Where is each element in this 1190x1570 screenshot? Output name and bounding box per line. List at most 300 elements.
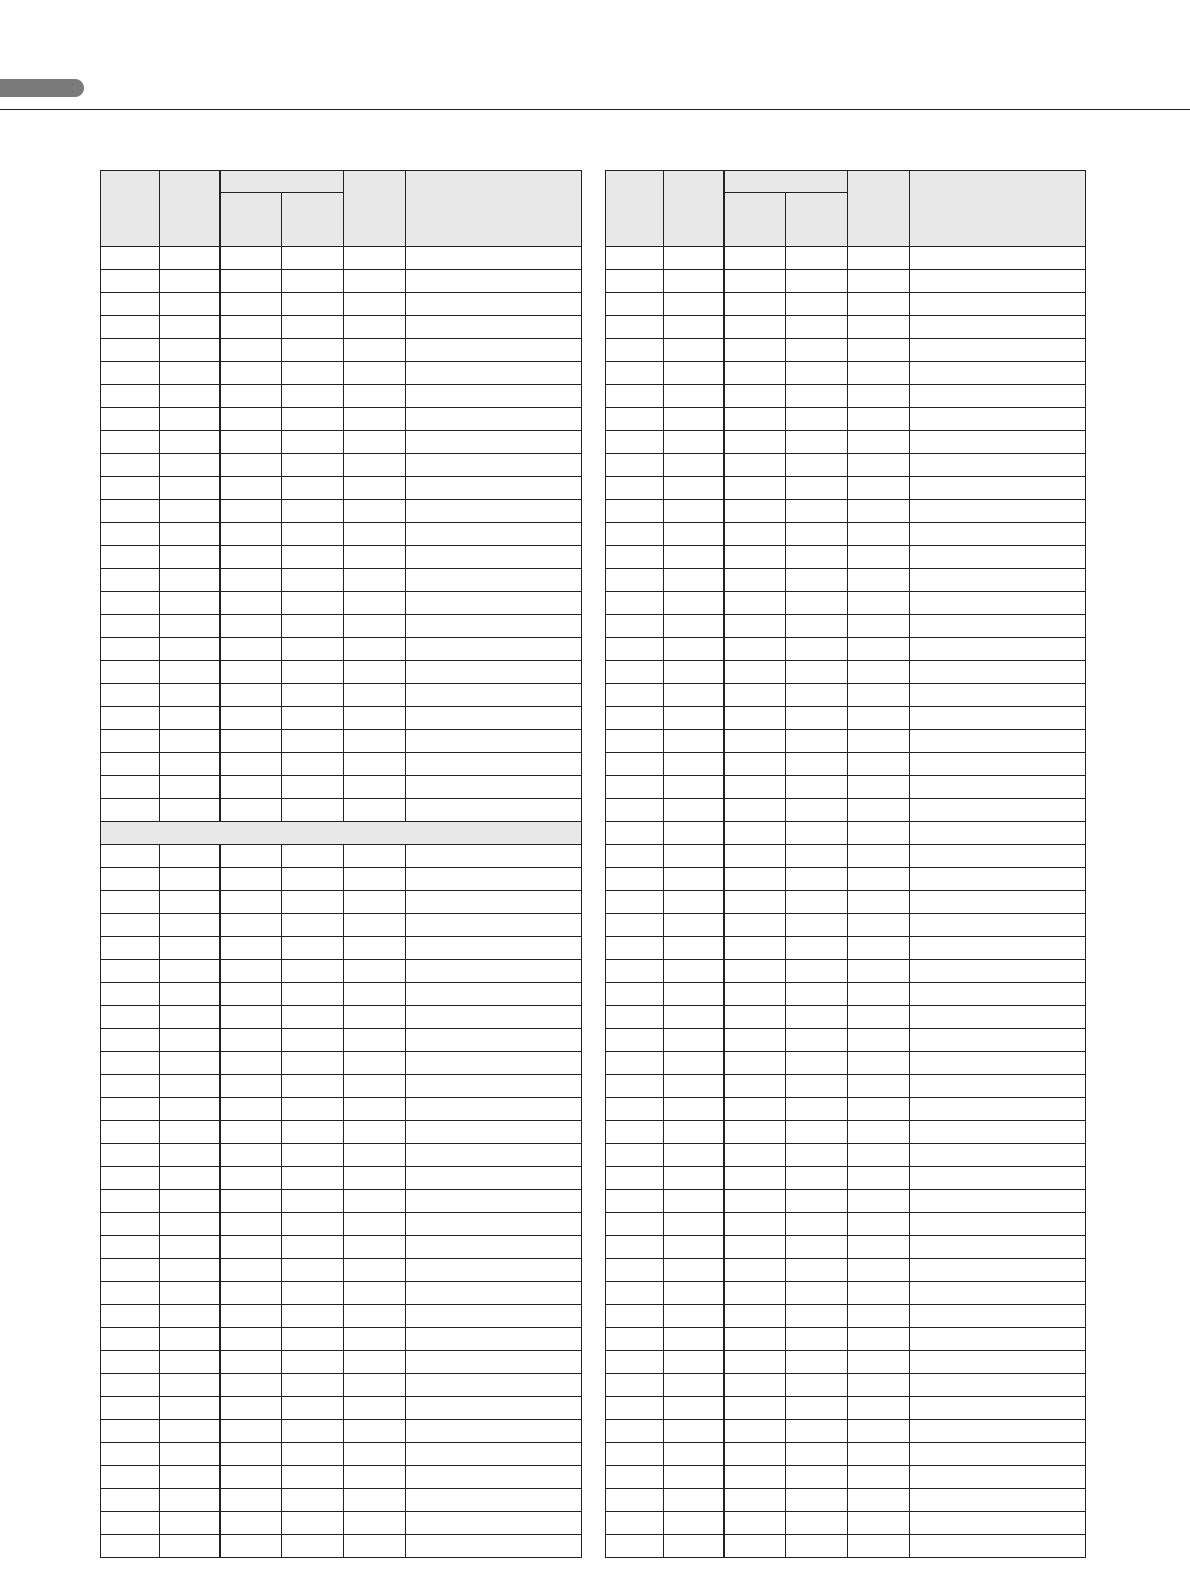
table-cell <box>724 1420 786 1443</box>
table-cell <box>220 247 282 270</box>
table-cell <box>724 1029 786 1052</box>
table-cell <box>606 1443 664 1466</box>
table-cell <box>724 937 786 960</box>
table-cell <box>220 1282 282 1305</box>
table-cell <box>664 1466 724 1489</box>
table-cell <box>786 937 848 960</box>
table-cell <box>606 937 664 960</box>
table-cell <box>160 362 220 385</box>
table-cell <box>848 1282 910 1305</box>
table-row <box>606 362 1086 385</box>
table-cell <box>344 431 406 454</box>
table-row <box>101 523 582 546</box>
table-cell <box>160 316 220 339</box>
table-cell <box>406 1535 582 1558</box>
table-row <box>101 1029 582 1052</box>
table-cell <box>664 891 724 914</box>
table-cell <box>606 270 664 293</box>
table-cell <box>786 293 848 316</box>
table-row <box>606 845 1086 868</box>
table-cell <box>282 546 344 569</box>
table-cell <box>406 753 582 776</box>
table-cell <box>606 891 664 914</box>
table-cell <box>220 477 282 500</box>
table-cell <box>848 316 910 339</box>
table-cell <box>282 661 344 684</box>
table-cell <box>910 408 1086 431</box>
table-cell <box>101 868 160 891</box>
table-cell <box>160 546 220 569</box>
table-cell <box>724 1167 786 1190</box>
table-cell <box>344 1351 406 1374</box>
table-cell <box>724 1397 786 1420</box>
table-cell <box>664 270 724 293</box>
table-cell <box>786 385 848 408</box>
table-cell <box>220 1535 282 1558</box>
table-row <box>101 684 582 707</box>
table-cell <box>160 799 220 822</box>
table-cell <box>101 1305 160 1328</box>
table-cell <box>406 592 582 615</box>
table-cell <box>160 1420 220 1443</box>
table-cell <box>406 1075 582 1098</box>
table-row <box>606 1512 1086 1535</box>
table-cell <box>282 1305 344 1328</box>
table-row <box>606 339 1086 362</box>
table-cell <box>406 454 582 477</box>
table-cell <box>160 1098 220 1121</box>
table-cell <box>910 362 1086 385</box>
table-cell <box>724 868 786 891</box>
table-cell <box>606 1236 664 1259</box>
table-cell <box>664 247 724 270</box>
table-cell <box>220 1466 282 1489</box>
table-cell <box>220 1397 282 1420</box>
table-row <box>606 1489 1086 1512</box>
table-cell <box>406 247 582 270</box>
table-cell <box>606 1351 664 1374</box>
table-cell <box>848 362 910 385</box>
table-cell <box>406 776 582 799</box>
header-cell <box>664 171 724 247</box>
table-cell <box>606 293 664 316</box>
table-cell <box>848 270 910 293</box>
table-row <box>101 1512 582 1535</box>
table-cell <box>282 1121 344 1144</box>
table-row <box>101 1397 582 1420</box>
table-row <box>101 408 582 431</box>
table-cell <box>848 1098 910 1121</box>
table-cell <box>664 799 724 822</box>
table-cell <box>724 270 786 293</box>
table-cell <box>220 730 282 753</box>
table-cell <box>664 914 724 937</box>
table-cell <box>786 1075 848 1098</box>
table-cell <box>848 431 910 454</box>
table-cell <box>724 477 786 500</box>
table-cell <box>282 638 344 661</box>
table-row <box>101 1535 582 1558</box>
table-row <box>101 1420 582 1443</box>
table-cell <box>786 1259 848 1282</box>
table-cell <box>786 1282 848 1305</box>
table-cell <box>724 753 786 776</box>
table-row <box>101 891 582 914</box>
table-cell <box>606 983 664 1006</box>
table-row <box>101 500 582 523</box>
table-cell <box>786 1213 848 1236</box>
table-cell <box>282 316 344 339</box>
table-cell <box>220 1052 282 1075</box>
table-row <box>101 592 582 615</box>
table-cell <box>344 1420 406 1443</box>
table-cell <box>848 661 910 684</box>
table-cell <box>220 1167 282 1190</box>
table-row <box>606 937 1086 960</box>
table-cell <box>101 1374 160 1397</box>
table-cell <box>406 362 582 385</box>
table-cell <box>344 293 406 316</box>
table-cell <box>160 1052 220 1075</box>
table-cell <box>606 454 664 477</box>
table-cell <box>848 684 910 707</box>
table-cell <box>282 1466 344 1489</box>
table-cell <box>160 1328 220 1351</box>
header-cell <box>606 171 664 247</box>
table-cell <box>160 960 220 983</box>
table-cell <box>282 937 344 960</box>
table-cell <box>101 1075 160 1098</box>
table-cell <box>101 983 160 1006</box>
table-row <box>606 1121 1086 1144</box>
table-cell <box>282 1144 344 1167</box>
table-cell <box>724 1282 786 1305</box>
table-cell <box>910 1512 1086 1535</box>
table-cell <box>606 845 664 868</box>
table-row <box>101 1443 582 1466</box>
table-cell <box>786 1328 848 1351</box>
table-cell <box>786 247 848 270</box>
table-row <box>101 638 582 661</box>
table-cell <box>724 569 786 592</box>
table-cell <box>786 1144 848 1167</box>
table-cell <box>160 270 220 293</box>
table-cell <box>724 1466 786 1489</box>
table-cell <box>848 1328 910 1351</box>
table-cell <box>220 408 282 431</box>
table-row <box>606 638 1086 661</box>
table-cell <box>606 868 664 891</box>
table-cell <box>786 1052 848 1075</box>
table-cell <box>282 960 344 983</box>
table-cell <box>160 753 220 776</box>
table-cell <box>101 1351 160 1374</box>
table-cell <box>786 684 848 707</box>
table-cell <box>910 1052 1086 1075</box>
table-cell <box>606 661 664 684</box>
table-cell <box>786 1351 848 1374</box>
table-cell <box>282 753 344 776</box>
table-cell <box>910 960 1086 983</box>
table-row <box>101 753 582 776</box>
table-cell <box>282 914 344 937</box>
table-cell <box>786 799 848 822</box>
table-row <box>606 1213 1086 1236</box>
table-cell <box>910 569 1086 592</box>
table-cell <box>101 1397 160 1420</box>
table-cell <box>406 1167 582 1190</box>
table-row <box>101 1190 582 1213</box>
table-cell <box>724 385 786 408</box>
table-cell <box>606 1121 664 1144</box>
table-cell <box>606 730 664 753</box>
table-cell <box>786 983 848 1006</box>
table-cell <box>344 1144 406 1167</box>
table-row <box>101 1466 582 1489</box>
table-cell <box>606 316 664 339</box>
table-cell <box>406 914 582 937</box>
table-cell <box>282 592 344 615</box>
table-cell <box>101 730 160 753</box>
table-cell <box>848 638 910 661</box>
table-row <box>101 1489 582 1512</box>
table-cell <box>160 983 220 1006</box>
table-cell <box>606 569 664 592</box>
table-cell <box>724 1328 786 1351</box>
table-cell <box>282 615 344 638</box>
table-row <box>101 1351 582 1374</box>
table-cell <box>848 1466 910 1489</box>
table-cell <box>664 1351 724 1374</box>
table-cell <box>220 1420 282 1443</box>
table-cell <box>160 684 220 707</box>
table-cell <box>724 1443 786 1466</box>
table-cell <box>724 1351 786 1374</box>
table-cell <box>724 661 786 684</box>
table-cell <box>220 1190 282 1213</box>
table-cell <box>910 822 1086 845</box>
table-cell <box>406 868 582 891</box>
table-cell <box>786 661 848 684</box>
table-cell <box>160 1075 220 1098</box>
table-cell <box>786 638 848 661</box>
table-cell <box>664 776 724 799</box>
table-cell <box>910 707 1086 730</box>
table-cell <box>910 1397 1086 1420</box>
table-row <box>606 454 1086 477</box>
table-cell <box>910 615 1086 638</box>
table-cell <box>606 1259 664 1282</box>
table-cell <box>344 1075 406 1098</box>
table-cell <box>606 1328 664 1351</box>
table-cell <box>848 1121 910 1144</box>
table-cell <box>160 707 220 730</box>
table-row <box>606 1167 1086 1190</box>
table-cell <box>344 1052 406 1075</box>
table-cell <box>160 1351 220 1374</box>
table-row <box>101 661 582 684</box>
table-cell <box>606 615 664 638</box>
table-cell <box>848 753 910 776</box>
table-cell <box>282 1420 344 1443</box>
table-row <box>101 1098 582 1121</box>
table-cell <box>101 638 160 661</box>
table-cell <box>406 1259 582 1282</box>
table-cell <box>786 362 848 385</box>
table-cell <box>910 1282 1086 1305</box>
header-group-cell <box>220 171 344 193</box>
table-cell <box>160 1443 220 1466</box>
table-cell <box>724 1190 786 1213</box>
table-cell <box>344 891 406 914</box>
table-cell <box>282 1213 344 1236</box>
table-row <box>606 385 1086 408</box>
table-cell <box>786 1420 848 1443</box>
table-cell <box>344 500 406 523</box>
table-cell <box>344 1167 406 1190</box>
table-cell <box>220 799 282 822</box>
table-cell <box>160 385 220 408</box>
table-cell <box>664 845 724 868</box>
header-cell <box>160 171 220 247</box>
table-cell <box>848 523 910 546</box>
table-row <box>606 431 1086 454</box>
table-cell <box>910 1075 1086 1098</box>
table-cell <box>160 500 220 523</box>
table-cell <box>606 362 664 385</box>
table-cell <box>664 1190 724 1213</box>
table-cell <box>101 1167 160 1190</box>
table-cell <box>101 891 160 914</box>
table-row <box>101 868 582 891</box>
table-cell <box>910 1489 1086 1512</box>
table-row <box>101 293 582 316</box>
table-cell <box>848 454 910 477</box>
table-cell <box>786 1121 848 1144</box>
header-cell <box>101 171 160 247</box>
table-cell <box>848 1535 910 1558</box>
table-cell <box>910 1351 1086 1374</box>
table-cell <box>910 1121 1086 1144</box>
table-cell <box>406 937 582 960</box>
table-cell <box>910 684 1086 707</box>
table-cell <box>344 615 406 638</box>
table-cell <box>160 247 220 270</box>
table-cell <box>406 1512 582 1535</box>
table-cell <box>664 730 724 753</box>
table-cell <box>220 592 282 615</box>
table-cell <box>724 500 786 523</box>
table-cell <box>282 983 344 1006</box>
table-cell <box>406 730 582 753</box>
table-cell <box>282 845 344 868</box>
table-cell <box>406 569 582 592</box>
table-cell <box>406 1029 582 1052</box>
table-row <box>606 1466 1086 1489</box>
table-cell <box>160 339 220 362</box>
table-cell <box>664 1236 724 1259</box>
table-cell <box>786 1098 848 1121</box>
table-cell <box>220 1144 282 1167</box>
table-cell <box>910 1259 1086 1282</box>
table-row <box>606 960 1086 983</box>
table-cell <box>406 1098 582 1121</box>
table-cell <box>220 1374 282 1397</box>
table-cell <box>848 1190 910 1213</box>
table-cell <box>101 1420 160 1443</box>
table-cell <box>786 500 848 523</box>
table-cell <box>282 799 344 822</box>
table-cell <box>160 1374 220 1397</box>
table-cell <box>282 1374 344 1397</box>
table-cell <box>606 1512 664 1535</box>
table-cell <box>101 1236 160 1259</box>
table-cell <box>606 408 664 431</box>
header-cell <box>406 171 582 247</box>
table-cell <box>848 408 910 431</box>
header-cell <box>910 171 1086 247</box>
table-cell <box>344 1466 406 1489</box>
table-cell <box>101 684 160 707</box>
table-cell <box>160 293 220 316</box>
table-cell <box>220 339 282 362</box>
table-cell <box>282 1351 344 1374</box>
table-cell <box>101 615 160 638</box>
table-cell <box>848 1006 910 1029</box>
table-row <box>606 822 1086 845</box>
table-cell <box>848 247 910 270</box>
table-cell <box>220 615 282 638</box>
table-cell <box>724 592 786 615</box>
table-cell <box>910 1466 1086 1489</box>
table-cell <box>786 1236 848 1259</box>
table-cell <box>282 776 344 799</box>
table-cell <box>101 454 160 477</box>
table-cell <box>282 339 344 362</box>
table-cell <box>606 638 664 661</box>
table-cell <box>220 1512 282 1535</box>
table-cell <box>101 270 160 293</box>
table-cell <box>910 1167 1086 1190</box>
table-cell <box>282 385 344 408</box>
table-cell <box>724 546 786 569</box>
table-cell <box>606 1535 664 1558</box>
table-cell <box>910 1535 1086 1558</box>
table-row <box>101 362 582 385</box>
table-cell <box>664 569 724 592</box>
table-cell <box>664 1374 724 1397</box>
table-cell <box>848 730 910 753</box>
table-cell <box>910 845 1086 868</box>
table-cell <box>606 1075 664 1098</box>
table-row <box>606 1374 1086 1397</box>
table-cell <box>848 1397 910 1420</box>
table-row <box>606 293 1086 316</box>
table-row <box>606 1328 1086 1351</box>
table-cell <box>910 730 1086 753</box>
table-cell <box>344 454 406 477</box>
table-cell <box>848 914 910 937</box>
table-cell <box>282 1029 344 1052</box>
table-cell <box>220 1121 282 1144</box>
table-cell <box>220 500 282 523</box>
table-cell <box>344 477 406 500</box>
table-cell <box>724 1052 786 1075</box>
table-cell <box>344 408 406 431</box>
table-cell <box>344 1236 406 1259</box>
table-cell <box>406 1052 582 1075</box>
table-cell <box>664 316 724 339</box>
